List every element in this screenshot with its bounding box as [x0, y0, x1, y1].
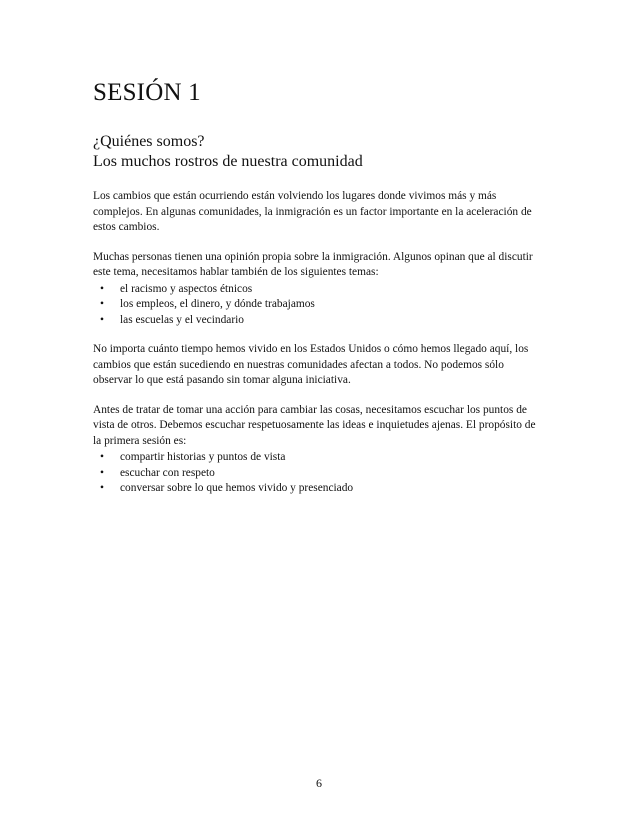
list-item [100, 313, 543, 329]
document-page [93, 78, 543, 511]
list-item [100, 297, 543, 313]
purpose-list [93, 450, 543, 497]
list-item [100, 481, 543, 497]
paragraph-purpose: Antes de tratar de tomar una acción para cambiar las cosas, necesitamos escuchar los puntos de vista de otros. Debemos escuchar respetuosamente las ideas e inquietudes ajenas. El propósito de la primera sesión es: [93, 403, 536, 447]
list-item-text: el racismo y aspectos étnicos [120, 282, 253, 295]
list-item-text: escuchar con respeto [120, 466, 215, 479]
list-item [100, 466, 543, 482]
bullet-icon: • [100, 298, 104, 310]
session-heading: SESIÓN 1 [93, 79, 201, 106]
list-item [100, 282, 543, 298]
subtitle-community: Los muchos rostros de nuestra comunidad [93, 153, 363, 170]
bullet-icon: • [100, 482, 104, 494]
topics-list [93, 282, 543, 329]
list-item [100, 450, 543, 466]
bullet-icon: • [100, 466, 104, 479]
subtitle-question: ¿Quiénes somos? [93, 133, 205, 150]
list-item-text: las escuelas y el vecindario [120, 313, 244, 326]
paragraph-opinions: Muchas personas tienen una opinión propia sobre la inmigración. Algunos opinan que al discutir este tema, necesitamos hablar también de los siguientes temas: [93, 250, 533, 278]
bullet-icon: • [100, 282, 104, 295]
list-item-text: los empleos, el dinero, y dónde trabajamos [120, 298, 315, 310]
paragraph-impact: No importa cuánto tiempo hemos vivido en los Estados Unidos o cómo hemos llegado aquí, los cambios que están sucediendo en nuestras comunidades afectan a todos. No podemos sólo observar lo que está pasando sin tomar alguna iniciativa. [93, 343, 529, 386]
page-number: 6 [316, 776, 322, 790]
list-item-text: compartir historias y puntos de vista [120, 451, 286, 463]
bullet-icon: • [100, 451, 104, 463]
list-item-text: conversar sobre lo que hemos vivido y presenciado [120, 482, 354, 494]
bullet-icon: • [100, 313, 104, 326]
paragraph-changes: Los cambios que están ocurriendo están volviendo los lugares donde vivimos más y más complejos. En algunas comunidades, la inmigración es un factor importante en la aceleración de estos cambios. [93, 190, 532, 233]
